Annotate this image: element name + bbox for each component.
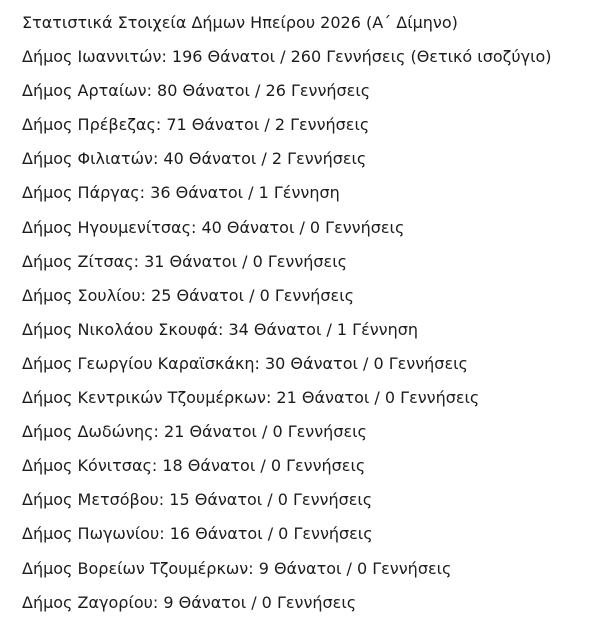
- stat-line-parga: Δήμος Πάργας: 36 Θάνατοι / 1 Γέννηση: [22, 183, 340, 203]
- stat-line-igoumenitsa: Δήμος Ηγουμενίτσας: 40 Θάνατοι / 0 Γεννήσεις: [22, 217, 405, 237]
- document-title: Στατιστικά Στοιχεία Δήμων Ηπείρου 2026 (Α΄ Δίμηνο): [22, 13, 458, 32]
- stat-line-pogoni: Δήμος Πωγωνίου: 16 Θάνατοι / 0 Γεννήσεις: [22, 524, 373, 544]
- stat-line-kentrikon-tzoumerkon: Δήμος Κεντρικών Τζουμέρκων: 21 Θάνατοι / 0 Γεννήσεις: [22, 388, 480, 408]
- stat-line-voreion-tzoumerkon: Δήμος Βορείων Τζουμέρκων: 9 Θάνατοι / 0 Γεννήσεις: [22, 558, 452, 578]
- stat-line-nikolaou-skoufa: Δήμος Νικολάου Σκουφά: 34 Θάνατοι / 1 Γέννηση: [22, 319, 419, 339]
- stat-line-dodoni: Δήμος Δωδώνης: 21 Θάνατοι / 0 Γεννήσεις: [22, 422, 367, 442]
- stat-line-konitsa: Δήμος Κόνιτσας: 18 Θάνατοι / 0 Γεννήσεις: [22, 456, 366, 476]
- stat-line-metsovo: Δήμος Μετσόβου: 15 Θάνατοι / 0 Γεννήσεις: [22, 490, 373, 510]
- stat-line-georgiou-karaiskaki: Δήμος Γεωργίου Καραϊσκάκη: 30 Θάνατοι / 0 Γεννήσεις: [22, 353, 468, 373]
- stat-line-arta: Δήμος Αρταίων: 80 Θάνατοι / 26 Γεννήσεις: [22, 81, 371, 101]
- stat-line-zagori: Δήμος Ζαγορίου: 9 Θάνατοι / 0 Γεννήσεις: [22, 592, 357, 612]
- stat-line-ioannina: Δήμος Ιωαννιτών: 196 Θάνατοι / 260 Γεννήσεις (Θετικό ισοζύγιο): [22, 47, 552, 67]
- stat-line-souli: Δήμος Σουλίου: 25 Θάνατοι / 0 Γεννήσεις: [22, 285, 354, 305]
- document-body: [22, 6, 600, 620]
- stat-line-zitsa: Δήμος Ζίτσας: 31 Θάνατοι / 0 Γεννήσεις: [22, 251, 347, 271]
- stat-line-preveza: Δήμος Πρέβεζας: 71 Θάνατοι / 2 Γεννήσεις: [22, 115, 370, 135]
- stat-line-filiates: Δήμος Φιλιατών: 40 Θάνατοι / 2 Γεννήσεις: [22, 149, 367, 169]
